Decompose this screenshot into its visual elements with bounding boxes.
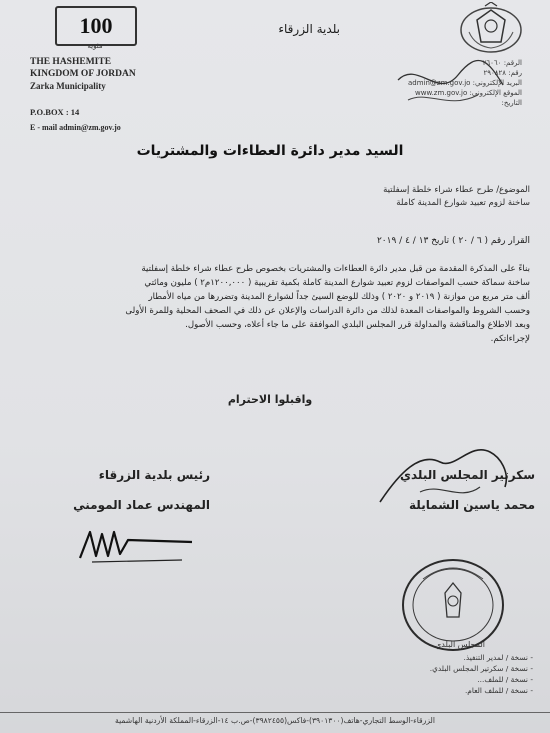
pobox: P.O.BOX : 14 — [30, 107, 80, 117]
body-line-2: ساخنة سماكة حسب المواصفات لزوم تعبيد شوارع المدينة كاملة بكمية تقريبية ( ١٢٠٠,٠٠٠م٢ ) مليون ومائتي — [144, 278, 530, 288]
mayor-signature-block — [20, 460, 210, 520]
addressee: السيد مدير دائرة العطاءات والمشتريات — [136, 143, 404, 159]
subject-block — [290, 184, 530, 210]
secretary-title: سكرتير المجلس البلدي — [400, 468, 535, 482]
stamp-label: المجلس البلدي — [434, 640, 486, 649]
secretary-name: محمد ياسين الشمايلة — [409, 498, 535, 512]
body-line-6: لإجراءاتكم. — [490, 334, 530, 344]
ref-line-5: التاريخ: — [501, 99, 522, 107]
subject-line-2: ساخنة لزوم تعبيد شوارع المدينة كاملة — [396, 198, 530, 208]
cc-list — [395, 652, 533, 696]
municipality-name-ar: بلدية الزرقاء — [278, 22, 340, 36]
body-line-4: وحسب الشروط والمواصفات المعدة لذلك من دائرة الدراسات والإعلان عن ذلك في الصحف المحلية وللمرة الأولى — [125, 306, 530, 316]
centennial-logo — [55, 6, 137, 46]
footer-address: الزرقاء-الوسط التجاري-هاتف(٣٩٠١٣٠٠)-فاكس(٣٩٨٢٤٥٥)-ص.ب ١٤-الزرقاء-المملكة الأردنية الهاشمية — [115, 716, 435, 725]
cc-line-3: - نسخة / للملف... — [477, 675, 533, 684]
body-text — [15, 262, 530, 346]
secretary-handwritten-signature — [360, 432, 520, 522]
english-line-3: Zarka Municipality — [30, 81, 106, 91]
email: E - mail admin@zm.gov.jo — [30, 123, 121, 132]
ref-line-1: الرقم: ٢٦٠٦٠ — [482, 59, 522, 67]
decision-line: القرار رقم ( ٦ / ٢٠ ) تاريخ ١٣ / ٤ / ٢٠١٩ — [376, 236, 530, 246]
english-line-2: KINGDOM OF JORDAN — [30, 69, 136, 79]
body-line-3: ألف متر مربع من موازنة ( ٢٠١٩ و ٢٠٢٠ ) وذلك للوضع السيئ جداً لشوارع المدينة وتضررها من مياه الأمطار — [148, 292, 530, 302]
ref-line-3: البريد الإلكتروني: admin@zm.gov.jo — [408, 79, 522, 87]
body-line-1: بناءً على المذكرة المقدمة من قبل مدير دائرة العطاءات والمشتريات بخصوص طرح عطاء شراء خلطة إسفلتية — [141, 264, 530, 274]
cc-line-4: - نسخة / للملف العام. — [464, 686, 533, 695]
mayor-handwritten-signature — [72, 520, 202, 570]
ref-line-2: رقم: ٢٩٠٨٢٨ — [483, 69, 522, 77]
footer-divider — [0, 712, 550, 713]
logo-text: 100 — [79, 13, 113, 38]
mayor-title: رئيس بلدية الزرقاء — [98, 468, 210, 482]
handwritten-note-signature — [388, 40, 508, 126]
cc-line-1: - نسخة / لمدير التنفيذ. — [463, 653, 533, 662]
closing-greeting: واقبلوا الاحترام — [227, 393, 313, 406]
english-line-1: THE HASHEMITE — [30, 57, 112, 67]
body-line-5: وبعد الاطلاع والمناقشة والمداولة قرر المجلس البلدي الموافقة على ما جاء أعلاه، وحسب الأصول. — [185, 320, 530, 330]
ref-line-4: الموقع الإلكتروني: www.zm.gov.jo — [415, 89, 522, 97]
subject-line-1: الموضوع/ طرح عطاء شراء خلطة إسفلتية — [383, 185, 530, 195]
logo-subtitle: مئوية — [87, 42, 103, 50]
cc-line-2: - نسخة / سكرتير المجلس البلدي. — [429, 664, 533, 673]
english-header — [30, 56, 136, 134]
mayor-name: المهندس عماد المومني — [73, 498, 210, 512]
